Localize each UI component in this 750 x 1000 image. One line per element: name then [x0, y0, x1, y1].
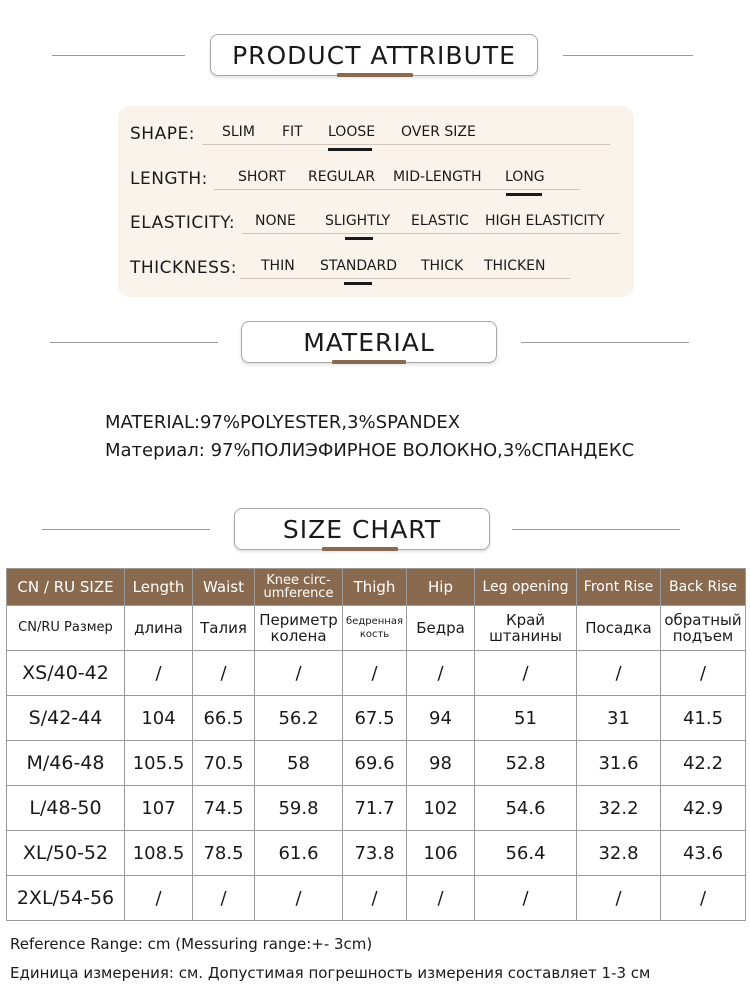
attr-option: SLIM	[222, 124, 255, 140]
table-cell: 41.5	[661, 696, 746, 741]
title-accent	[322, 547, 398, 551]
table-cell: /	[661, 876, 746, 921]
table-cell: /	[577, 651, 661, 696]
table-cell: 43.6	[661, 831, 746, 876]
table-cell: 42.9	[661, 786, 746, 831]
attr-option: THICKEN	[484, 258, 546, 274]
table-cell: /	[577, 876, 661, 921]
table-cell: 58	[255, 741, 343, 786]
table-cell: 108.5	[125, 831, 193, 876]
attr-option: THIN	[261, 258, 295, 274]
column-header: Knee circ-umference	[255, 569, 343, 606]
table-cell: длина	[125, 606, 193, 651]
table-cell: /	[193, 651, 255, 696]
divider	[521, 342, 689, 343]
attr-underline	[242, 233, 620, 234]
table-cell: 31.6	[577, 741, 661, 786]
table-cell: 74.5	[193, 786, 255, 831]
table-cell: 107	[125, 786, 193, 831]
title-accent	[337, 73, 413, 77]
table-row	[7, 651, 746, 696]
column-header: Hip	[407, 569, 475, 606]
table-row	[7, 741, 746, 786]
table-row	[7, 696, 746, 741]
table-cell: L/48-50	[7, 786, 125, 831]
attr-label: LENGTH:	[130, 169, 208, 189]
table-cell: 106	[407, 831, 475, 876]
table-cell: M/46-48	[7, 741, 125, 786]
size-chart-header	[0, 508, 750, 552]
table-cell: 70.5	[193, 741, 255, 786]
table-row	[7, 876, 746, 921]
column-header: Front Rise	[577, 569, 661, 606]
attr-underline	[202, 144, 610, 145]
table-cell: 73.8	[343, 831, 407, 876]
divider	[563, 55, 693, 56]
attr-option: OVER SIZE	[401, 124, 476, 140]
selected-marker	[345, 237, 373, 240]
table-cell: S/42-44	[7, 696, 125, 741]
table-cell: /	[255, 651, 343, 696]
column-header: Leg opening	[475, 569, 577, 606]
attr-option: ELASTIC	[411, 213, 469, 229]
table-cell: XL/50-52	[7, 831, 125, 876]
divider	[50, 342, 218, 343]
attr-option-selected: LONG	[505, 169, 545, 185]
table-cell: 52.8	[475, 741, 577, 786]
attr-option: REGULAR	[308, 169, 376, 185]
column-header: Waist	[193, 569, 255, 606]
table-cell: обратный подъем	[661, 606, 746, 651]
table-cell: /	[125, 651, 193, 696]
divider	[42, 529, 210, 530]
attr-option: NONE	[255, 213, 296, 229]
selected-marker	[328, 148, 372, 151]
table-cell: 56.2	[255, 696, 343, 741]
table-cell: 66.5	[193, 696, 255, 741]
table-cell: 71.7	[343, 786, 407, 831]
size-chart-title: SIZE CHART	[234, 508, 490, 550]
table-header-row	[7, 569, 746, 606]
table-row	[7, 831, 746, 876]
product-attribute-title: PRODUCT ATTRIBUTE	[210, 34, 538, 76]
table-cell: 54.6	[475, 786, 577, 831]
table-cell: Посадка	[577, 606, 661, 651]
table-cell: Талия	[193, 606, 255, 651]
selected-marker	[506, 193, 542, 196]
table-cell: CN/RU Размер	[7, 606, 125, 651]
table-cell: 104	[125, 696, 193, 741]
attr-label: SHAPE:	[130, 124, 195, 144]
table-cell: /	[407, 876, 475, 921]
table-cell: /	[343, 876, 407, 921]
attr-option-selected: SLIGHTLY	[325, 213, 391, 229]
table-cell: 59.8	[255, 786, 343, 831]
size-chart-table	[6, 568, 746, 921]
table-cell: бедренная кость	[343, 606, 407, 651]
table-cell: /	[661, 651, 746, 696]
table-cell: 31	[577, 696, 661, 741]
table-cell: 32.8	[577, 831, 661, 876]
table-cell: Бедра	[407, 606, 475, 651]
attr-option: HIGH ELASTICITY	[485, 213, 605, 229]
attr-option: MID-LENGTH	[393, 169, 482, 185]
table-cell: 94	[407, 696, 475, 741]
attr-underline	[240, 278, 570, 279]
table-cell: 42.2	[661, 741, 746, 786]
attr-row-thickness	[118, 254, 634, 284]
table-cell: 2XL/54-56	[7, 876, 125, 921]
divider	[512, 529, 680, 530]
material-header	[0, 321, 750, 365]
attr-row-length	[118, 165, 634, 195]
column-header: Length	[125, 569, 193, 606]
table-cell: /	[193, 876, 255, 921]
table-cell: 69.6	[343, 741, 407, 786]
table-cell: /	[475, 651, 577, 696]
column-header: CN / RU SIZE	[7, 569, 125, 606]
table-cell: /	[343, 651, 407, 696]
reference-range-note-ru: Единица измерения: см. Допустимая погрешность измерения составляет 1-3 см	[10, 964, 651, 982]
attr-option: FIT	[282, 124, 303, 140]
table-cell: Периметр колена	[255, 606, 343, 651]
attribute-panel	[118, 106, 634, 297]
attr-option: THICK	[421, 258, 464, 274]
title-accent	[332, 360, 406, 364]
table-cell: 51	[475, 696, 577, 741]
table-cell: 56.4	[475, 831, 577, 876]
table-cell: 78.5	[193, 831, 255, 876]
table-cell: 61.6	[255, 831, 343, 876]
attr-underline	[214, 189, 580, 190]
table-cell: /	[255, 876, 343, 921]
product-attribute-header	[0, 34, 750, 78]
table-cell: /	[475, 876, 577, 921]
attr-row-elasticity	[118, 209, 634, 239]
table-cell: 105.5	[125, 741, 193, 786]
column-header: Thigh	[343, 569, 407, 606]
table-cell: /	[125, 876, 193, 921]
table-cell: Край штанины	[475, 606, 577, 651]
table-cell: 67.5	[343, 696, 407, 741]
attr-label: ELASTICITY:	[130, 213, 236, 233]
material-composition-ru: Материал: 97%ПОЛИЭФИРНОЕ ВОЛОКНО,3%СПАНДЕКС	[105, 440, 635, 461]
table-cell: 32.2	[577, 786, 661, 831]
table-row	[7, 786, 746, 831]
table-cell: 98	[407, 741, 475, 786]
material-composition-en: MATERIAL:97%POLYESTER,3%SPANDEX	[105, 412, 461, 433]
reference-range-note-en: Reference Range: cm (Messuring range:+- 3cm)	[10, 935, 373, 953]
attr-label: THICKNESS:	[130, 258, 237, 278]
table-cell: /	[407, 651, 475, 696]
attr-row-shape	[118, 120, 634, 150]
attr-option-selected: LOOSE	[328, 124, 376, 140]
divider	[52, 55, 185, 56]
attr-option: SHORT	[238, 169, 286, 185]
table-cell: 102	[407, 786, 475, 831]
attr-option-selected: STANDARD	[320, 258, 398, 274]
table-row-ru-headers	[7, 606, 746, 651]
material-title: MATERIAL	[241, 321, 497, 363]
table-cell: XS/40-42	[7, 651, 125, 696]
selected-marker	[344, 282, 372, 285]
column-header: Back Rise	[661, 569, 746, 606]
